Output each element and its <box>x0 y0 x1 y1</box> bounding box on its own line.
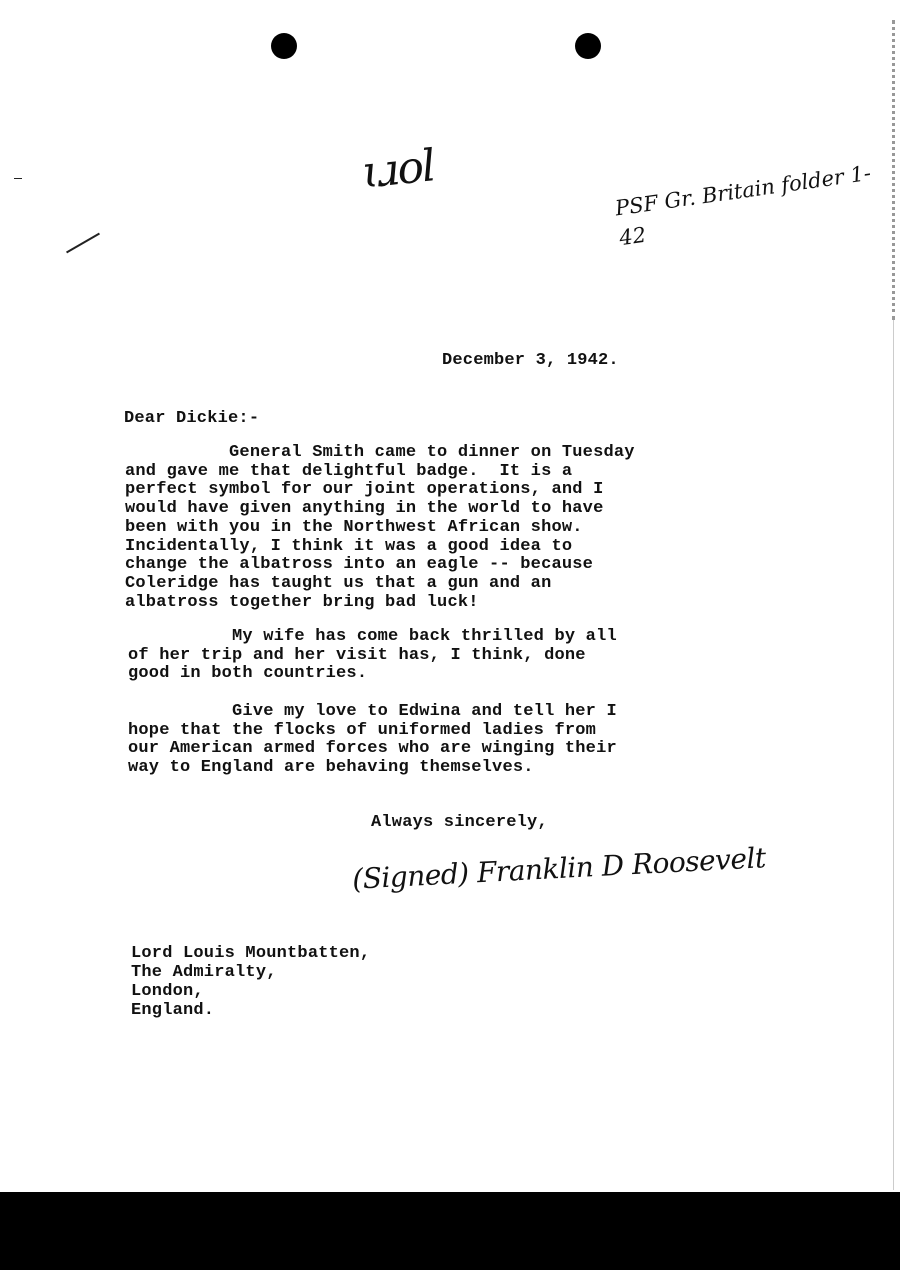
handwritten-number: ɩɹol <box>359 140 437 199</box>
pen-stroke-mark <box>66 233 100 254</box>
margin-dash-mark <box>14 178 22 179</box>
recipient-line-2: The Admiralty, <box>131 963 277 982</box>
body-paragraph-1: General Smith came to dinner on Tuesday and gave me that delightful badge. It is a perfect symbol for our joint operations, and I would have given anything in the world to have been with you in the Northwest African show. Incidentally, I think it was a good idea to change the albatross into an eagle -- because Coleridge has taught us that a gun and an albatross together bring bad luck! <box>125 443 635 612</box>
scan-bottom-border <box>0 1192 900 1270</box>
punch-hole-right <box>575 33 601 59</box>
body-paragraph-2: My wife has come back thrilled by all of her trip and her visit has, I think, done good in both countries. <box>128 627 617 684</box>
right-edge-scan-noise <box>880 20 895 320</box>
signature: (Signed) Franklin D Roosevelt <box>351 841 767 896</box>
recipient-line-1: Lord Louis Mountbatten, <box>131 944 371 963</box>
punch-hole-left <box>271 33 297 59</box>
body-paragraph-3: Give my love to Edwina and tell her I hope that the flocks of uniformed ladies from our American armed forces who are winging their way to England are behaving themselves. <box>128 702 617 778</box>
recipient-line-3: London, <box>131 982 204 1001</box>
recipient-line-4: England. <box>131 1001 215 1020</box>
closing: Always sincerely, <box>371 813 548 832</box>
file-code-annotation: PSF Gr. Britain folder 1-42 <box>613 160 873 251</box>
letter-date: December 3, 1942. <box>442 351 619 370</box>
salutation: Dear Dickie:- <box>124 409 260 428</box>
right-edge-line <box>893 320 894 1190</box>
